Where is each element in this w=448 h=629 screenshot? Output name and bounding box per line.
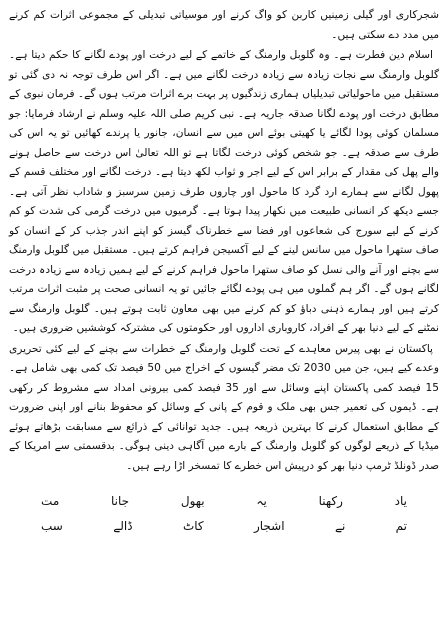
poem-word: جانا <box>111 493 130 508</box>
poem-word: یاد <box>394 493 407 508</box>
paragraph-intro: شجرکاری اور گیلی زمینیں کاربن کو واگ کرنے اور موسیاتی تبدیلی کے مجموعی اثرات کم کرنے میں مدد دے سکتی ہیں۔ <box>9 9 439 41</box>
paragraph-islam-and-trees: اسلام دین فطرت ہے۔ وہ گلوبل وارمنگ کے خاتمے کے لیے درخت اور پودے لگانے کا حکم دیتا ہے۔ گلوبل وارمنگ سے نجات زیادہ سے زیادہ درخت لگانے میں ہے۔ اگر اس طرف توجہ نہ دی گئی تو مستقبل میں ماحولیاتی تبدیلیاں ہماری زندگیوں پر بہت برے اثرات مرتب ہوں گے۔ فرمان نبوی کے مطابق درخت اور پودے لگانا صدقہ جاریہ ہے۔ نبی کریم صلی اللہ علیہ وسلم نے ارشاد فرمایا: جو مسلمان کوئی پودا لگائے یا کھیتی بوئے اس میں سے انسان، جانور یا پرندے کھائیں تو یہ اس کی طرف سے صدقہ ہے۔ جو شخص کوئی درخت لگاتا ہے تو اللہ تعالیٰ اس درخت سے حاصل ہونے والے پھل کی مقدار کے برابر اس کے لیے اجر و ثواب لکھ دیتا ہے۔ درخت لگانے اور مختلف قسم کے پھول لگانے سے ہمارے ارد گرد کا ماحول اور چاروں طرف زمین سرسبز و شاداب نظر آتی ہے۔ جسے دیکھ کر انسانی طبیعت میں نکھار پیدا ہوتا ہے۔ گرمیوں میں درخت گرمی کی شدت کو کم کرنے کے لیے سورج کی شعاعوں اور فضا سے خطرناک گیسز کو اپنے اندر جذب کر کے انسان کو صاف ستھرا ماحول میں سانس لینے کے لیے آکسیجن فراہم کرتے ہیں۔ مستقبل میں گلوبل وارمنگ سے بچنے اور آنے والی نسل کو صاف ستھرا ماحول فراہم کرنے کے لیے ہمیں زیادہ سے زیادہ درخت لگانے ہوں گے۔ اگر ہم گملوں میں ہی پودے لگائے جائیں تو یہ انسانی صحت پر مثبت اثرات مرتب کرتے ہیں اور ہمارے ذہنی دباؤ کو کم کرنے میں بھی معاون ثابت ہوتے ہیں۔ گلوبل وارمنگ سے نمٹنے کے لیے دنیا بھر کے افراد، کاروباری اداروں اور حکومتوں کی مشترکہ کوششیں ضروری ہیں۔ <box>9 49 439 334</box>
article-body <box>9 6 439 476</box>
poem-word: تم <box>395 518 407 533</box>
poem-word: اشجار <box>253 518 285 533</box>
poem-line-2 <box>41 513 407 538</box>
poem-line-1 <box>41 488 407 513</box>
closing-poem <box>9 488 439 538</box>
poem-word: سب <box>41 518 63 533</box>
paragraph-pakistan-paris-agreement: پاکستان نے بھی پیرس معاہدے کے تحت گلوبل وارمنگ کے خطرات سے بچنے کے لیے کئی تحریری وعدے کیے ہیں، جن میں 2030 تک مضر گیسوں کے اخراج میں 50 فیصد تک کمی بھی شامل ہے۔ 15 فیصد کمی پاکستان اپنے وسائل سے اور 35 فیصد کمی بیرونی امداد سے مشروط کر رکھی ہے۔ ڈیموں کی تعمیر جس بھی ملک و قوم کے پانی کے وسائل کو محفوظ بنانے اور اپنی ضرورت کے مطابق استعمال کرنے کا بہترین ذریعہ ہیں۔ جدید توانائی کے ذرائع سے مسابقت بڑھاتے ہوئے میڈیا کے ذریعے لوگوں کو گلوبل وارمنگ کے بارے میں آگاہی دینی ہوگی۔ بدقسمتی سے امریکا کے صدر ڈونلڈ ٹرمپ دنیا بھر کو درپیش اس خطرے کا تمسخر اڑا رہے ہیں۔ <box>9 342 439 472</box>
poem-word: ڈالے <box>113 518 133 533</box>
poem-word: رکھنا <box>318 493 343 508</box>
poem-word: یہ <box>256 493 267 508</box>
poem-word: نے <box>334 518 346 533</box>
poem-word: مت <box>41 493 60 508</box>
poem-word: بھول <box>180 493 205 508</box>
poem-word: کاٹ <box>182 518 204 533</box>
